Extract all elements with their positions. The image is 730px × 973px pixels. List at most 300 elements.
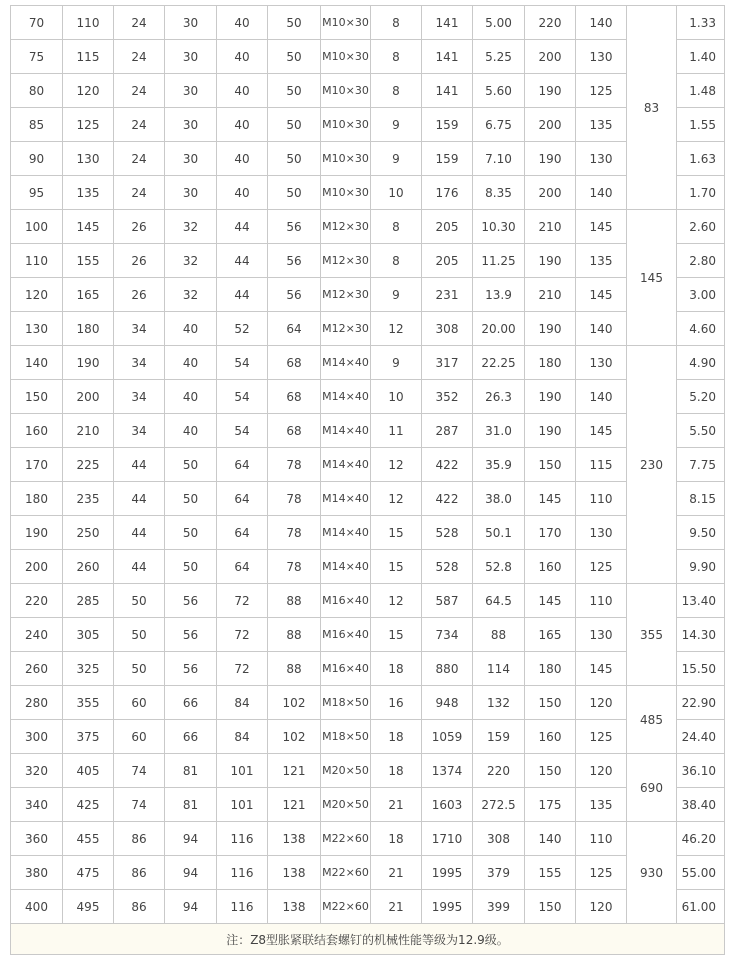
table-row bbox=[11, 618, 725, 652]
table-cell: 140 bbox=[576, 6, 627, 40]
table-cell: 305 bbox=[63, 618, 114, 652]
table-cell: 145 bbox=[525, 482, 576, 516]
table-cell: 355 bbox=[63, 686, 114, 720]
table-cell: 26.3 bbox=[473, 380, 525, 414]
table-cell: 56 bbox=[165, 652, 217, 686]
table-row bbox=[11, 788, 725, 822]
table-row bbox=[11, 40, 725, 74]
table-cell: M10×30 bbox=[321, 142, 371, 176]
table-cell: 26 bbox=[114, 278, 165, 312]
table-cell: 15 bbox=[371, 516, 422, 550]
table-cell: 74 bbox=[114, 754, 165, 788]
table-cell: 120 bbox=[11, 278, 63, 312]
table-cell: 21 bbox=[371, 856, 422, 890]
table-cell: 101 bbox=[217, 754, 268, 788]
table-cell: 64.5 bbox=[473, 584, 525, 618]
table-cell: 160 bbox=[525, 550, 576, 584]
table-cell: 74 bbox=[114, 788, 165, 822]
table-cell: 9 bbox=[371, 142, 422, 176]
table-cell: 44 bbox=[217, 210, 268, 244]
table-cell-last: 14.30 bbox=[677, 618, 725, 652]
table-cell: 200 bbox=[525, 40, 576, 74]
table-cell: 72 bbox=[217, 584, 268, 618]
table-cell: 190 bbox=[525, 244, 576, 278]
table-cell: 88 bbox=[268, 652, 321, 686]
table-cell: 81 bbox=[165, 788, 217, 822]
table-cell-last: 7.75 bbox=[677, 448, 725, 482]
table-cell: 50 bbox=[268, 176, 321, 210]
table-cell: 125 bbox=[576, 856, 627, 890]
table-cell: 495 bbox=[63, 890, 114, 924]
table-cell: M10×30 bbox=[321, 74, 371, 108]
table-cell-last: 3.00 bbox=[677, 278, 725, 312]
table-cell: 60 bbox=[114, 720, 165, 754]
table-cell: 130 bbox=[576, 142, 627, 176]
table-cell: 12 bbox=[371, 448, 422, 482]
table-cell: 159 bbox=[422, 142, 473, 176]
table-cell: 78 bbox=[268, 448, 321, 482]
table-cell: 88 bbox=[268, 618, 321, 652]
table-cell: 280 bbox=[11, 686, 63, 720]
group-value-cell: 930 bbox=[627, 822, 677, 924]
table-cell: 78 bbox=[268, 516, 321, 550]
table-cell: 120 bbox=[576, 686, 627, 720]
table-row bbox=[11, 414, 725, 448]
table-cell: 70 bbox=[11, 6, 63, 40]
group-value-cell: 83 bbox=[627, 6, 677, 210]
table-cell-last: 9.90 bbox=[677, 550, 725, 584]
table-cell: 190 bbox=[525, 312, 576, 346]
table-cell: M22×60 bbox=[321, 890, 371, 924]
table-cell: 32 bbox=[165, 244, 217, 278]
group-value-cell: 230 bbox=[627, 346, 677, 584]
table-cell-last: 1.55 bbox=[677, 108, 725, 142]
table-cell: 12 bbox=[371, 482, 422, 516]
table-cell: 1603 bbox=[422, 788, 473, 822]
table-cell-last: 9.50 bbox=[677, 516, 725, 550]
table-cell: M16×40 bbox=[321, 652, 371, 686]
table-cell: M14×40 bbox=[321, 380, 371, 414]
table-row bbox=[11, 890, 725, 924]
table-cell: 56 bbox=[165, 618, 217, 652]
table-cell: 285 bbox=[63, 584, 114, 618]
table-cell: 30 bbox=[165, 142, 217, 176]
table-cell: 220 bbox=[11, 584, 63, 618]
table-cell: 200 bbox=[525, 108, 576, 142]
table-cell: 56 bbox=[268, 278, 321, 312]
table-cell: 34 bbox=[114, 414, 165, 448]
table-cell: 190 bbox=[525, 142, 576, 176]
table-cell: 130 bbox=[576, 618, 627, 652]
table-cell: 94 bbox=[165, 856, 217, 890]
group-value-cell: 145 bbox=[627, 210, 677, 346]
table-cell: 360 bbox=[11, 822, 63, 856]
table-cell: 80 bbox=[11, 74, 63, 108]
table-cell: 141 bbox=[422, 6, 473, 40]
table-cell: 145 bbox=[576, 278, 627, 312]
table-cell: 120 bbox=[576, 890, 627, 924]
table-cell: 475 bbox=[63, 856, 114, 890]
table-cell: 125 bbox=[576, 74, 627, 108]
table-cell: 272.5 bbox=[473, 788, 525, 822]
table-cell: M10×30 bbox=[321, 176, 371, 210]
table-cell: 88 bbox=[268, 584, 321, 618]
table-cell: 68 bbox=[268, 414, 321, 448]
table-cell: 50 bbox=[268, 74, 321, 108]
table-cell: 86 bbox=[114, 856, 165, 890]
table-cell: 231 bbox=[422, 278, 473, 312]
table-cell: 150 bbox=[525, 686, 576, 720]
table-cell: M12×30 bbox=[321, 278, 371, 312]
table-cell: 50 bbox=[268, 40, 321, 74]
table-cell: 260 bbox=[11, 652, 63, 686]
table-row bbox=[11, 720, 725, 754]
table-cell: 200 bbox=[525, 176, 576, 210]
table-cell: M10×30 bbox=[321, 108, 371, 142]
table-cell: 12 bbox=[371, 312, 422, 346]
table-cell: 86 bbox=[114, 822, 165, 856]
table-cell: 175 bbox=[525, 788, 576, 822]
table-cell-last: 4.60 bbox=[677, 312, 725, 346]
table-cell: 132 bbox=[473, 686, 525, 720]
table-cell: 260 bbox=[63, 550, 114, 584]
table-cell: 64 bbox=[268, 312, 321, 346]
group-value-cell: 690 bbox=[627, 754, 677, 822]
group-value-cell: 485 bbox=[627, 686, 677, 754]
table-cell: 95 bbox=[11, 176, 63, 210]
table-cell: 50 bbox=[268, 108, 321, 142]
table-cell: 10 bbox=[371, 380, 422, 414]
table-row bbox=[11, 142, 725, 176]
table-cell: 145 bbox=[576, 210, 627, 244]
table-cell: 140 bbox=[525, 822, 576, 856]
table-cell: 26 bbox=[114, 244, 165, 278]
table-cell: 24 bbox=[114, 40, 165, 74]
table-cell: 40 bbox=[217, 6, 268, 40]
table-row bbox=[11, 108, 725, 142]
table-cell: 52 bbox=[217, 312, 268, 346]
table-cell: 30 bbox=[165, 176, 217, 210]
table-cell: 220 bbox=[525, 6, 576, 40]
table-cell: 880 bbox=[422, 652, 473, 686]
table-cell: M18×50 bbox=[321, 686, 371, 720]
table-cell: 24 bbox=[114, 176, 165, 210]
table-cell: 68 bbox=[268, 346, 321, 380]
table-cell: 40 bbox=[217, 74, 268, 108]
table-cell: 140 bbox=[576, 380, 627, 414]
table-cell: M10×30 bbox=[321, 40, 371, 74]
table-cell: 50 bbox=[268, 142, 321, 176]
table-cell: 56 bbox=[268, 244, 321, 278]
table-cell: 86 bbox=[114, 890, 165, 924]
table-cell: 159 bbox=[473, 720, 525, 754]
table-cell: 325 bbox=[63, 652, 114, 686]
table-cell: 250 bbox=[63, 516, 114, 550]
table-cell: 34 bbox=[114, 312, 165, 346]
footnote: 注：Z8型胀紧联结套螺钉的机械性能等级为12.9级。 bbox=[11, 924, 725, 955]
table-cell: 72 bbox=[217, 618, 268, 652]
group-value-cell: 355 bbox=[627, 584, 677, 686]
table-row bbox=[11, 754, 725, 788]
table-cell: 44 bbox=[217, 278, 268, 312]
table-cell: 54 bbox=[217, 380, 268, 414]
table-cell: 155 bbox=[525, 856, 576, 890]
table-cell: 40 bbox=[165, 312, 217, 346]
table-cell: 24 bbox=[114, 74, 165, 108]
table-cell: M18×50 bbox=[321, 720, 371, 754]
table-cell: 220 bbox=[473, 754, 525, 788]
table-cell-last: 8.15 bbox=[677, 482, 725, 516]
table-cell: M16×40 bbox=[321, 584, 371, 618]
spec-table bbox=[10, 5, 725, 955]
table-cell: M14×40 bbox=[321, 516, 371, 550]
table-cell-last: 5.50 bbox=[677, 414, 725, 448]
table-cell: 94 bbox=[165, 890, 217, 924]
table-cell: 101 bbox=[217, 788, 268, 822]
table-cell: 300 bbox=[11, 720, 63, 754]
table-cell: 121 bbox=[268, 788, 321, 822]
table-cell: 135 bbox=[576, 788, 627, 822]
table-cell: 145 bbox=[525, 584, 576, 618]
table-cell: 5.25 bbox=[473, 40, 525, 74]
table-cell: 9 bbox=[371, 346, 422, 380]
table-cell-last: 1.70 bbox=[677, 176, 725, 210]
table-cell: 734 bbox=[422, 618, 473, 652]
table-cell: 180 bbox=[63, 312, 114, 346]
table-cell: 44 bbox=[114, 448, 165, 482]
table-cell: 110 bbox=[576, 482, 627, 516]
table-row bbox=[11, 380, 725, 414]
table-cell: 205 bbox=[422, 210, 473, 244]
table-cell: 120 bbox=[576, 754, 627, 788]
table-cell: 12 bbox=[371, 584, 422, 618]
table-row bbox=[11, 652, 725, 686]
table-cell: 135 bbox=[63, 176, 114, 210]
table-cell: 7.10 bbox=[473, 142, 525, 176]
table-cell-last: 36.10 bbox=[677, 754, 725, 788]
table-cell: 21 bbox=[371, 890, 422, 924]
table-cell: 32 bbox=[165, 210, 217, 244]
table-cell: 44 bbox=[114, 516, 165, 550]
table-cell: 18 bbox=[371, 652, 422, 686]
table-cell: 116 bbox=[217, 856, 268, 890]
table-cell: 380 bbox=[11, 856, 63, 890]
table-cell-last: 1.48 bbox=[677, 74, 725, 108]
table-cell: 141 bbox=[422, 40, 473, 74]
table-cell: 145 bbox=[63, 210, 114, 244]
table-cell: 8 bbox=[371, 6, 422, 40]
table-cell: 1059 bbox=[422, 720, 473, 754]
table-cell: 1995 bbox=[422, 890, 473, 924]
table-cell: 40 bbox=[217, 108, 268, 142]
table-cell: 200 bbox=[11, 550, 63, 584]
table-cell: 40 bbox=[217, 40, 268, 74]
table-cell: 125 bbox=[576, 720, 627, 754]
table-row bbox=[11, 210, 725, 244]
table-cell: 75 bbox=[11, 40, 63, 74]
table-cell: 38.0 bbox=[473, 482, 525, 516]
table-cell: 150 bbox=[525, 754, 576, 788]
table-cell: 84 bbox=[217, 720, 268, 754]
table-cell: 320 bbox=[11, 754, 63, 788]
table-cell: 140 bbox=[576, 312, 627, 346]
table-row bbox=[11, 278, 725, 312]
table-cell: 150 bbox=[525, 890, 576, 924]
table-cell: 44 bbox=[114, 482, 165, 516]
table-cell: 155 bbox=[63, 244, 114, 278]
table-cell-last: 46.20 bbox=[677, 822, 725, 856]
table-cell: 24 bbox=[114, 6, 165, 40]
table-cell: 317 bbox=[422, 346, 473, 380]
table-cell: 66 bbox=[165, 720, 217, 754]
table-cell: 200 bbox=[63, 380, 114, 414]
table-cell: 30 bbox=[165, 40, 217, 74]
table-cell: M14×40 bbox=[321, 482, 371, 516]
table-cell: 60 bbox=[114, 686, 165, 720]
table-cell: 225 bbox=[63, 448, 114, 482]
table-cell: 40 bbox=[165, 346, 217, 380]
table-cell: 18 bbox=[371, 754, 422, 788]
table-cell: 210 bbox=[525, 210, 576, 244]
table-cell: 84 bbox=[217, 686, 268, 720]
table-cell: 114 bbox=[473, 652, 525, 686]
table-cell: 15 bbox=[371, 550, 422, 584]
table-cell: 140 bbox=[576, 176, 627, 210]
table-cell: 121 bbox=[268, 754, 321, 788]
table-cell: 50 bbox=[165, 448, 217, 482]
table-cell-last: 22.90 bbox=[677, 686, 725, 720]
note-row bbox=[11, 924, 725, 955]
table-cell: 138 bbox=[268, 856, 321, 890]
table-row bbox=[11, 856, 725, 890]
table-cell: 30 bbox=[165, 74, 217, 108]
table-cell-last: 15.50 bbox=[677, 652, 725, 686]
table-cell: 375 bbox=[63, 720, 114, 754]
table-cell: 11.25 bbox=[473, 244, 525, 278]
table-cell-last: 38.40 bbox=[677, 788, 725, 822]
table-cell: 150 bbox=[11, 380, 63, 414]
table-cell: 6.75 bbox=[473, 108, 525, 142]
table-cell: 116 bbox=[217, 890, 268, 924]
table-cell: 170 bbox=[525, 516, 576, 550]
table-cell: 180 bbox=[525, 346, 576, 380]
table-cell: 110 bbox=[63, 6, 114, 40]
table-cell: 81 bbox=[165, 754, 217, 788]
table-cell: 10.30 bbox=[473, 210, 525, 244]
table-cell: 528 bbox=[422, 550, 473, 584]
table-cell: 210 bbox=[63, 414, 114, 448]
table-cell: 56 bbox=[268, 210, 321, 244]
table-cell: 110 bbox=[576, 822, 627, 856]
table-cell: 125 bbox=[576, 550, 627, 584]
table-cell: 176 bbox=[422, 176, 473, 210]
table-cell: 190 bbox=[63, 346, 114, 380]
table-row bbox=[11, 74, 725, 108]
table-cell: 235 bbox=[63, 482, 114, 516]
table-cell-last: 1.33 bbox=[677, 6, 725, 40]
table-cell: 50 bbox=[165, 482, 217, 516]
table-cell: M12×30 bbox=[321, 312, 371, 346]
table-cell: 9 bbox=[371, 278, 422, 312]
table-cell-last: 1.40 bbox=[677, 40, 725, 74]
table-cell: 5.60 bbox=[473, 74, 525, 108]
table-cell: 240 bbox=[11, 618, 63, 652]
table-cell: 64 bbox=[217, 482, 268, 516]
table-cell-last: 5.20 bbox=[677, 380, 725, 414]
table-cell-last: 13.40 bbox=[677, 584, 725, 618]
table-cell: 54 bbox=[217, 346, 268, 380]
table-cell: 8 bbox=[371, 74, 422, 108]
table-cell: 50 bbox=[114, 652, 165, 686]
table-cell: 72 bbox=[217, 652, 268, 686]
table-cell: 352 bbox=[422, 380, 473, 414]
table-row bbox=[11, 346, 725, 380]
table-cell: M22×60 bbox=[321, 856, 371, 890]
table-cell: 18 bbox=[371, 720, 422, 754]
table-cell: 135 bbox=[576, 244, 627, 278]
table-cell: 141 bbox=[422, 74, 473, 108]
table-cell: 165 bbox=[525, 618, 576, 652]
table-cell: 190 bbox=[525, 74, 576, 108]
table-row bbox=[11, 686, 725, 720]
table-cell: 135 bbox=[576, 108, 627, 142]
table-cell: M12×30 bbox=[321, 244, 371, 278]
table-cell: 1710 bbox=[422, 822, 473, 856]
table-row bbox=[11, 584, 725, 618]
table-cell: 165 bbox=[63, 278, 114, 312]
table-cell: 78 bbox=[268, 550, 321, 584]
table-cell: 190 bbox=[11, 516, 63, 550]
table-cell: 8 bbox=[371, 244, 422, 278]
table-cell: 145 bbox=[576, 414, 627, 448]
table-cell: 340 bbox=[11, 788, 63, 822]
table-cell: 26 bbox=[114, 210, 165, 244]
table-cell: 138 bbox=[268, 822, 321, 856]
table-cell: 44 bbox=[114, 550, 165, 584]
table-cell: M20×50 bbox=[321, 754, 371, 788]
table-cell: 190 bbox=[525, 380, 576, 414]
table-cell: 1374 bbox=[422, 754, 473, 788]
table-cell: 30 bbox=[165, 6, 217, 40]
table-cell-last: 2.80 bbox=[677, 244, 725, 278]
table-cell: 379 bbox=[473, 856, 525, 890]
table-cell: 24 bbox=[114, 108, 165, 142]
table-cell: 8.35 bbox=[473, 176, 525, 210]
table-cell-last: 1.63 bbox=[677, 142, 725, 176]
table-cell: 64 bbox=[217, 448, 268, 482]
table-cell: 50 bbox=[268, 6, 321, 40]
table-cell: 205 bbox=[422, 244, 473, 278]
table-cell: 40 bbox=[165, 414, 217, 448]
table-row bbox=[11, 482, 725, 516]
table-cell: 110 bbox=[11, 244, 63, 278]
table-cell: M16×40 bbox=[321, 618, 371, 652]
table-cell: 160 bbox=[11, 414, 63, 448]
table-cell: 308 bbox=[473, 822, 525, 856]
table-cell: 190 bbox=[525, 414, 576, 448]
table-cell: 24 bbox=[114, 142, 165, 176]
table-cell: 35.9 bbox=[473, 448, 525, 482]
spec-table-container bbox=[10, 5, 724, 955]
table-cell: 20.00 bbox=[473, 312, 525, 346]
table-row bbox=[11, 822, 725, 856]
table-cell: M14×40 bbox=[321, 346, 371, 380]
table-row bbox=[11, 176, 725, 210]
table-cell: M14×40 bbox=[321, 448, 371, 482]
table-cell: 180 bbox=[525, 652, 576, 686]
table-cell: 21 bbox=[371, 788, 422, 822]
table-cell: 40 bbox=[217, 176, 268, 210]
